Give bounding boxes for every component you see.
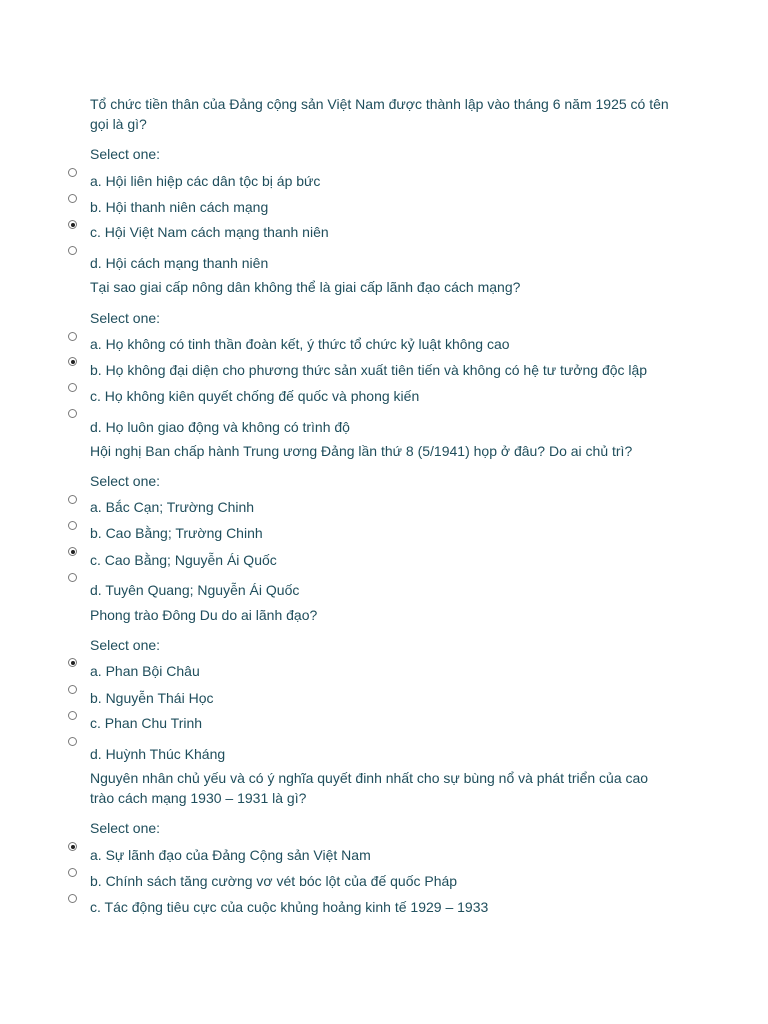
- option-label[interactable]: a. Phan Bội Châu: [90, 663, 200, 679]
- radio-option-q1-c[interactable]: [68, 220, 77, 229]
- option-label[interactable]: a. Họ không có tinh thần đoàn kết, ý thức tổ chức kỷ luật không cao: [90, 336, 510, 352]
- option-label[interactable]: c. Tác động tiêu cực của cuộc khủng hoảng kinh tế 1929 – 1933: [90, 899, 489, 915]
- option-label[interactable]: d. Hội cách mạng thanh niên: [90, 255, 269, 271]
- radio-option-q5-c[interactable]: [68, 894, 77, 903]
- option-label[interactable]: b. Hội thanh niên cách mạng: [90, 199, 269, 215]
- option-label[interactable]: d. Tuyên Quang; Nguyễn Ái Quốc: [90, 582, 300, 598]
- option-label[interactable]: b. Cao Bằng; Trường Chinh: [90, 525, 263, 541]
- radio-option-q4-b[interactable]: [68, 685, 77, 694]
- option-label[interactable]: c. Cao Bằng; Nguyễn Ái Quốc: [90, 552, 277, 568]
- radio-option-q4-d[interactable]: [68, 737, 77, 746]
- radio-option-q1-b[interactable]: [68, 194, 77, 203]
- radio-option-q3-a[interactable]: [68, 495, 77, 504]
- radio-option-q2-c[interactable]: [68, 383, 77, 392]
- select-one-label: Select one:: [90, 310, 161, 326]
- option-label[interactable]: d. Huỳnh Thúc Kháng: [90, 746, 226, 762]
- radio-option-q2-d[interactable]: [68, 409, 77, 418]
- option-label[interactable]: a. Hội liên hiệp các dân tộc bị áp bức: [90, 173, 321, 189]
- radio-option-q2-a[interactable]: [68, 332, 77, 341]
- radio-option-q5-b[interactable]: [68, 868, 77, 877]
- select-one-label: Select one:: [90, 146, 161, 162]
- option-label[interactable]: a. Sự lãnh đạo của Đảng Cộng sản Việt Nam: [90, 847, 371, 863]
- option-label[interactable]: a. Bắc Cạn; Trường Chinh: [90, 499, 255, 515]
- select-one-label: Select one:: [90, 820, 161, 836]
- radio-option-q1-d[interactable]: [68, 246, 77, 255]
- question-text: Tổ chức tiền thân của Đảng cộng sản Việt Nam được thành lập vào tháng 6 năm 1925 có tên gọi là gì?: [90, 96, 669, 132]
- option-label[interactable]: c. Họ không kiên quyết chống đế quốc và phong kiến: [90, 388, 420, 404]
- option-label[interactable]: b. Chính sách tăng cường vơ vét bóc lột của đế quốc Pháp: [90, 873, 458, 889]
- question-text: Nguyên nhân chủ yếu và có ý nghĩa quyết đinh nhất cho sự bùng nổ và phát triển của cao trào cách mạng 1930 – 1931 là gì?: [90, 770, 649, 806]
- radio-option-q3-c[interactable]: [68, 547, 77, 556]
- radio-option-q2-b[interactable]: [68, 357, 77, 366]
- radio-option-q5-a[interactable]: [68, 842, 77, 851]
- radio-option-q3-d[interactable]: [68, 573, 77, 582]
- question-text: Phong trào Đông Du do ai lãnh đạo?: [90, 607, 318, 623]
- option-label[interactable]: c. Phan Chu Trinh: [90, 715, 203, 731]
- option-label[interactable]: d. Họ luôn giao động và không có trình độ: [90, 419, 350, 435]
- radio-option-q4-a[interactable]: [68, 658, 77, 667]
- radio-option-q3-b[interactable]: [68, 521, 77, 530]
- option-label[interactable]: c. Hội Việt Nam cách mạng thanh niên: [90, 224, 329, 240]
- question-text: Tại sao giai cấp nông dân không thể là giai cấp lãnh đạo cách mạng?: [90, 279, 521, 295]
- select-one-label: Select one:: [90, 637, 161, 653]
- option-label[interactable]: b. Họ không đại diện cho phương thức sản xuất tiên tiến và không có hệ tư tưởng độc lập: [90, 362, 648, 378]
- option-label[interactable]: b. Nguyễn Thái Học: [90, 690, 214, 706]
- radio-option-q4-c[interactable]: [68, 711, 77, 720]
- question-text: Hội nghị Ban chấp hành Trung ương Đảng lần thứ 8 (5/1941) họp ở đâu? Do ai chủ trì?: [90, 443, 633, 459]
- radio-option-q1-a[interactable]: [68, 168, 77, 177]
- select-one-label: Select one:: [90, 473, 161, 489]
